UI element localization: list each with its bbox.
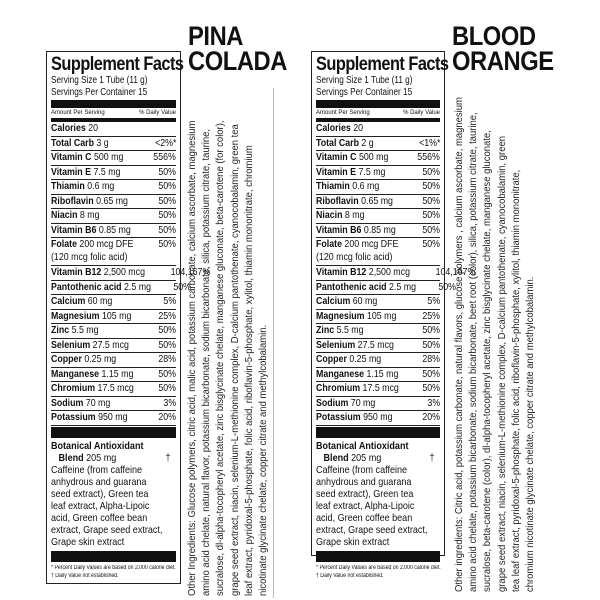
- nutrient-daily-value: 50%: [422, 209, 440, 221]
- nutrient-label: [51, 195, 128, 209]
- nutrient-label: [51, 324, 99, 338]
- nutrient-daily-value: 50%: [158, 367, 176, 380]
- nutrient-row: [51, 122, 176, 137]
- nutrient-amount: 17.5 mcg: [362, 382, 399, 394]
- nutrient-amount: 105 mg: [101, 309, 132, 322]
- nutrient-name: Zinc: [51, 324, 70, 336]
- ingredients-line: chromium nicotinate glycinate chelate, copper citrate and methylcobalamin.: [525, 276, 537, 592]
- nutrient-daily-value: 20%: [158, 411, 176, 423]
- nutrient-name: Vitamin B12: [316, 266, 367, 278]
- nutrient-daily-value: 50%: [158, 194, 176, 207]
- nutrient-label: [316, 310, 396, 324]
- ingredients-line: amino acid chelate, potassium bicarbonate, sodium bicarbonate, beet root (color), silica, potassium citrate, taurine,: [468, 112, 480, 592]
- nutrient-label: [316, 137, 374, 151]
- nutrient-label: [51, 411, 127, 425]
- nutrient-label: [51, 224, 131, 238]
- nutrient-row: [51, 195, 176, 210]
- nutrient-amount: 70 mg: [350, 396, 376, 409]
- nutrient-row: [316, 266, 476, 281]
- nutrient-row: [51, 397, 176, 412]
- nutrient-row: [316, 411, 440, 426]
- nutrient-daily-value: 50%: [422, 180, 440, 192]
- nutrient-row: [316, 382, 440, 397]
- serving-size: Serving Size 1 Tube (11 g): [51, 75, 148, 86]
- blend-title: Botanical Antioxidant: [316, 439, 409, 452]
- nutrient-amount: 1.15 mg: [366, 367, 399, 380]
- nutrient-name: Copper: [51, 353, 82, 365]
- nutrient-daily-value: 50%: [422, 165, 440, 178]
- nutrient-amount: 0.65 mg: [361, 194, 393, 207]
- servings-per-container: Servings Per Container 15: [316, 86, 413, 98]
- nutrient-label: [316, 295, 377, 309]
- nutrient-daily-value: 50%: [158, 324, 176, 336]
- nutrient-amount: 20: [353, 122, 364, 134]
- nutrient-label: [316, 209, 365, 223]
- nutrient-row: [316, 353, 440, 368]
- other-ingredients: [453, 84, 538, 592]
- nutrient-row: [51, 382, 176, 397]
- dagger-mark: †: [165, 451, 171, 464]
- nutrient-name: Riboflavin: [316, 194, 359, 207]
- nutrient-name: Magnesium: [316, 309, 365, 322]
- nutrient-label: [316, 324, 364, 338]
- nutrient-name: Calcium: [316, 295, 351, 307]
- nutrient-daily-value: <2%*: [154, 136, 176, 149]
- nutrient-amount: 27.5 mcg: [92, 338, 129, 351]
- nutrient-label: [316, 238, 398, 264]
- blend-amount-line: Blend 205 mg †: [58, 451, 171, 464]
- nutrient-name: Thiamin: [51, 180, 85, 192]
- nutrient-amount: 5.5 mg: [336, 324, 364, 336]
- nutrient-amount: 0.6 mg: [352, 180, 380, 192]
- nutrient-daily-value: 50%: [422, 324, 440, 336]
- nutrient-name: Manganese: [316, 367, 365, 380]
- nutrient-row: [316, 137, 440, 152]
- nutrient-amount: 0.6 mg: [87, 180, 115, 192]
- flavor-title-line2: ORANGE: [452, 46, 554, 76]
- nutrient-daily-value: 3%: [163, 396, 176, 409]
- nutrient-name: Chromium: [51, 382, 96, 394]
- nutrient-row: [316, 368, 440, 383]
- nutrient-label: [316, 266, 410, 280]
- botanical-blend: [51, 440, 176, 548]
- nutrient-row: [51, 224, 176, 239]
- nutrient-name: Potassium: [51, 411, 96, 423]
- nutrient-amount: 2,500 mcg: [368, 266, 410, 278]
- nutrient-name: Vitamin E: [51, 165, 92, 178]
- nutrient-daily-value: 50%: [158, 209, 176, 221]
- nutrient-amount: 2 g: [361, 136, 374, 149]
- blend-description: Caffeine (from caffeine anhydrous and guarana seed extract), Green tea leaf extract, Alpha-Lipoic acid, Green coffee bean extract, Grape seed extract, Grape skin extract: [316, 463, 428, 548]
- divider-bar: [51, 100, 176, 108]
- nutrient-amount: 0.25 mg: [349, 353, 382, 365]
- nutrient-name: Zinc: [316, 324, 335, 336]
- facts-title: Supplement Facts: [51, 54, 184, 75]
- footnote-dagger: † Daily Value not established.: [316, 572, 384, 579]
- nutrient-amount: 8 mg: [344, 209, 365, 221]
- nutrient-amount: 500 mg: [358, 151, 389, 163]
- nutrient-row: [316, 122, 440, 137]
- nutrient-amount: 0.65 mg: [96, 194, 128, 207]
- servings-per-container: Servings Per Container 15: [51, 86, 148, 98]
- nutrient-amount: 7.5 mg: [93, 165, 121, 178]
- column-header: [316, 109, 440, 117]
- nutrient-name: Niacin: [51, 209, 78, 221]
- nutrient-label: [51, 209, 100, 223]
- other-ingredients: [186, 88, 271, 596]
- nutrient-amount: 27.5 mcg: [357, 338, 394, 351]
- nutrient-row: [51, 368, 176, 383]
- nutrient-amount: 200 mcg DFE: [79, 238, 134, 250]
- nutrient-label: [51, 281, 151, 295]
- nutrient-row: [316, 209, 440, 224]
- nutrient-row: [316, 397, 440, 412]
- nutrient-row: [51, 166, 176, 181]
- nutrient-label: [51, 339, 129, 353]
- nutrient-daily-value: 104,167%: [170, 266, 211, 278]
- nutrient-daily-value: 28%: [422, 353, 440, 365]
- nutrient-daily-value: 50%: [158, 338, 176, 351]
- nutrient-amount: 950 mg: [98, 411, 128, 423]
- divider-bar: [51, 551, 176, 562]
- ingredients-line: nicotinate glycinate chelate, copper citrate and methylcobalamin.: [258, 324, 270, 596]
- nutrient-name: Pantothenic acid: [316, 280, 387, 293]
- nutrient-amount: 950 mg: [363, 411, 393, 423]
- dagger-mark: †: [429, 451, 435, 464]
- nutrient-label: [51, 266, 145, 280]
- nutrient-name: Sodium: [51, 396, 84, 409]
- nutrient-name: Vitamin B6: [51, 223, 97, 236]
- nutrient-amount: 20: [88, 122, 99, 134]
- nutrient-daily-value: 50%: [422, 382, 440, 394]
- nutrient-row: [316, 180, 440, 195]
- nutrient-row: [51, 411, 176, 426]
- nutrient-label: [51, 137, 109, 151]
- nutrient-daily-value: 50%: [158, 180, 176, 192]
- nutrient-label: [51, 166, 120, 180]
- nutrient-label: [51, 122, 98, 136]
- flavor-title-line1: PINA: [188, 21, 244, 51]
- nutrient-label: [316, 411, 392, 425]
- nutrient-row: [316, 280, 457, 296]
- blend-amount-line: Blend 205 mg †: [323, 451, 435, 464]
- ingredients-line: Other ingredients: Citric acid, potassium carbonate, natural flavors, glucose polymers , calcium ascorbate, magnesium: [454, 97, 465, 592]
- nutrient-label: [51, 397, 110, 411]
- nutrient-label: [51, 151, 123, 165]
- nutrient-amount: 2.5 mg: [389, 280, 416, 293]
- nutrient-daily-value: 5%: [163, 295, 176, 307]
- blend-description: Caffeine (from caffeine anhydrous and guarana seed extract), Green tea leaf extract, Alpha-Lipoic acid, Green coffee bean extract, Grape seed extract, Grape skin extract: [51, 463, 163, 548]
- nutrient-daily-value: 25%: [158, 309, 176, 322]
- nutrient-daily-value: 104,167%: [435, 266, 476, 278]
- nutrient-row: [316, 166, 440, 181]
- nutrient-daily-value: 50%: [422, 238, 440, 250]
- flavor-title: [452, 21, 554, 76]
- nutrient-row: [51, 280, 192, 296]
- divider-bar: [316, 100, 440, 108]
- nutrient-daily-value: 50%: [158, 382, 176, 394]
- nutrient-row: [316, 195, 440, 210]
- nutrient-label: [316, 166, 385, 180]
- nutrient-row: [316, 339, 440, 354]
- nutrient-label: [51, 238, 133, 264]
- nutrient-daily-value: 3%: [427, 396, 440, 409]
- nutrient-name: Vitamin C: [51, 151, 92, 163]
- nutrient-row: [316, 295, 440, 310]
- nutrient-daily-value: 50%: [158, 223, 176, 236]
- amount-per-serving-label: Amount Per Serving: [51, 110, 105, 116]
- facts-title: Supplement Facts: [316, 54, 449, 75]
- nutrient-row: [316, 324, 440, 339]
- nutrient-name: Calories: [51, 122, 86, 134]
- nutrient-amount: 2,500 mcg: [103, 266, 145, 278]
- ingredients-line: leaf extract, pyridoxal-5-phosphate, folic acid, riboflavin-5-phosphate, xylitol, thiamin mononitrate, chromium: [243, 145, 255, 596]
- nutrient-daily-value: 50%: [158, 165, 176, 178]
- nutrient-amount: 0.25 mg: [84, 353, 117, 365]
- footnote-daily-values: * Percent Daily Values are based on 2,000 calorie diet.: [51, 564, 176, 571]
- amount-per-serving-label: Amount Per Serving: [316, 110, 370, 116]
- blend-title: Botanical Antioxidant: [51, 439, 144, 452]
- nutrient-daily-value: 50%: [158, 238, 176, 250]
- nutrient-row: [51, 266, 211, 281]
- nutrient-amount: 500 mg: [93, 151, 124, 163]
- nutrient-row: [51, 324, 176, 339]
- nutrient-name: Folate: [316, 238, 342, 250]
- ingredients-line: grape seed extract, niacin, selenium-L-methionine complex, D-calcium pantothenate, cyanocobalamin, green tea: [229, 124, 241, 596]
- nutrient-subnote: (120 mcg folic acid): [51, 251, 128, 263]
- footnote-daily-values: * Percent Daily Values are based on 2,000 calorie diet.: [316, 564, 441, 571]
- nutrient-label: [316, 122, 363, 136]
- nutrient-name: Potassium: [316, 411, 361, 423]
- nutrient-name: Thiamin: [316, 180, 350, 192]
- nutrient-label: [316, 151, 388, 165]
- nutrient-name: Vitamin C: [316, 151, 357, 163]
- flavor-title-line2: COLADA: [188, 46, 287, 76]
- nutrient-label: [316, 180, 379, 194]
- nutrient-name: Sodium: [316, 396, 349, 409]
- nutrient-row: [51, 339, 176, 354]
- nutrient-name: Copper: [316, 353, 347, 365]
- nutrient-name: Selenium: [316, 338, 356, 351]
- nutrient-daily-value: 556%: [417, 151, 440, 163]
- nutrient-amount: 8 mg: [79, 209, 100, 221]
- nutrient-name: Pantothenic acid: [51, 280, 122, 293]
- nutrient-daily-value: 50%: [422, 223, 440, 236]
- divider-bar: [51, 427, 176, 438]
- nutrient-label: [51, 295, 112, 309]
- nutrient-label: [316, 195, 393, 209]
- nutrient-amount: 2.5 mg: [124, 280, 151, 293]
- column-header: [51, 109, 176, 117]
- nutrient-amount: 3 g: [96, 136, 109, 149]
- botanical-blend: [316, 440, 440, 548]
- nutrient-label: [51, 353, 116, 367]
- nutrient-amount: 17.5 mcg: [97, 382, 134, 394]
- ingredients-line: sucralose, dl-alpha-tocopheryl acetate, zinc bisglycinate chelate, manganese gluconate, beta-carotene (for color),: [215, 120, 227, 596]
- nutrient-row: [316, 310, 440, 325]
- nutrient-row: [51, 353, 176, 368]
- nutrient-label: [316, 397, 375, 411]
- nutrient-row: [51, 151, 176, 166]
- nutrient-name: Vitamin E: [316, 165, 357, 178]
- daily-value-label: % Daily Value: [139, 110, 176, 116]
- daily-value-label: % Daily Value: [403, 110, 440, 116]
- divider-bar: [316, 551, 440, 562]
- nutrient-label: [51, 382, 134, 396]
- nutrient-label: [316, 382, 399, 396]
- nutrient-name: Selenium: [51, 338, 91, 351]
- nutrient-label: [316, 368, 398, 382]
- nutrient-amount: 7.5 mg: [358, 165, 386, 178]
- ingredients-line: grape seed extract, niacin, selenium-L-methionine complex, D-calcium pantothenate, cyanocobalamin, green: [496, 135, 508, 592]
- nutrient-daily-value: 20%: [422, 411, 440, 423]
- nutrient-label: [316, 224, 396, 238]
- nutrient-row: [51, 180, 176, 195]
- nutrient-amount: 60 mg: [352, 295, 378, 307]
- nutrient-amount: 70 mg: [85, 396, 111, 409]
- nutrient-label: [316, 353, 381, 367]
- nutrient-row: [51, 295, 176, 310]
- nutrient-daily-value: 50%: [173, 280, 192, 293]
- nutrient-name: Riboflavin: [51, 194, 94, 207]
- nutrient-label: [51, 310, 131, 324]
- divider-bar: [316, 427, 440, 438]
- nutrient-amount: 5.5 mg: [71, 324, 99, 336]
- nutrient-subnote: (120 mcg folic acid): [316, 251, 393, 263]
- nutrient-name: Folate: [51, 238, 77, 250]
- nutrient-label: [316, 339, 394, 353]
- nutrient-row: [51, 209, 176, 224]
- nutrient-row: [51, 310, 176, 325]
- serving-size: Serving Size 1 Tube (11 g): [316, 75, 413, 86]
- nutrient-row: [316, 151, 440, 166]
- nutrient-daily-value: 50%: [422, 194, 440, 207]
- nutrient-name: Niacin: [316, 209, 343, 221]
- footnote-dagger: † Daily Value not established.: [51, 572, 119, 579]
- nutrient-daily-value: 50%: [422, 338, 440, 351]
- ingredients-line: sucralose, beta-carotene (color), dl-alpha-tocopheryl acetate, zinc bisglycinate chelate, manganese gluconate,: [482, 130, 494, 592]
- nutrient-name: Calories: [316, 122, 351, 134]
- nutrient-name: Total Carb: [51, 136, 94, 149]
- nutrient-daily-value: 50%: [438, 280, 457, 293]
- nutrient-name: Magnesium: [51, 309, 100, 322]
- ingredients-line: tea leaf extract, pyridoxal-5-phosphate, folic acid, riboflavin-5-phosphate, xylitol, thiamin mononitrate,: [510, 169, 522, 592]
- nutrient-name: Total Carb: [316, 136, 359, 149]
- nutrient-name: Vitamin B6: [316, 223, 362, 236]
- nutrient-daily-value: 28%: [158, 353, 176, 365]
- nutrient-daily-value: <1%*: [418, 136, 440, 149]
- nutrient-amount: 105 mg: [366, 309, 397, 322]
- nutrient-daily-value: 25%: [422, 309, 440, 322]
- nutrient-amount: 60 mg: [87, 295, 113, 307]
- nutrient-daily-value: 556%: [153, 151, 176, 163]
- nutrient-row: [51, 238, 176, 266]
- flavor-title-line1: BLOOD: [452, 21, 536, 51]
- nutrient-row: [51, 137, 176, 152]
- nutrient-name: Calcium: [51, 295, 86, 307]
- nutrient-amount: 0.85 mg: [98, 223, 131, 236]
- nutrient-row: [316, 224, 440, 239]
- nutrient-label: [51, 180, 114, 194]
- nutrient-row: [316, 238, 440, 266]
- ingredients-line: Other Ingredients: Glucose polymers, citric acid, malic acid, potassium carbonate, calcium ascorbate, magnesium: [187, 120, 198, 596]
- ingredients-line: amino acid chelate, natural flavor, potassium bicarbonate, sodium bicarbonate, silica, potassium citrate, taurine,: [201, 128, 213, 596]
- nutrient-amount: 1.15 mg: [101, 367, 134, 380]
- nutrient-label: [316, 281, 416, 295]
- nutrient-daily-value: 50%: [422, 367, 440, 380]
- nutrient-name: Vitamin B12: [51, 266, 102, 278]
- nutrient-amount: 200 mcg DFE: [344, 238, 399, 250]
- nutrient-amount: 0.85 mg: [363, 223, 396, 236]
- nutrient-daily-value: 5%: [427, 295, 440, 307]
- nutrient-name: Manganese: [51, 367, 100, 380]
- nutrient-label: [51, 368, 133, 382]
- nutrient-name: Chromium: [316, 382, 361, 394]
- flavor-title: [188, 21, 287, 76]
